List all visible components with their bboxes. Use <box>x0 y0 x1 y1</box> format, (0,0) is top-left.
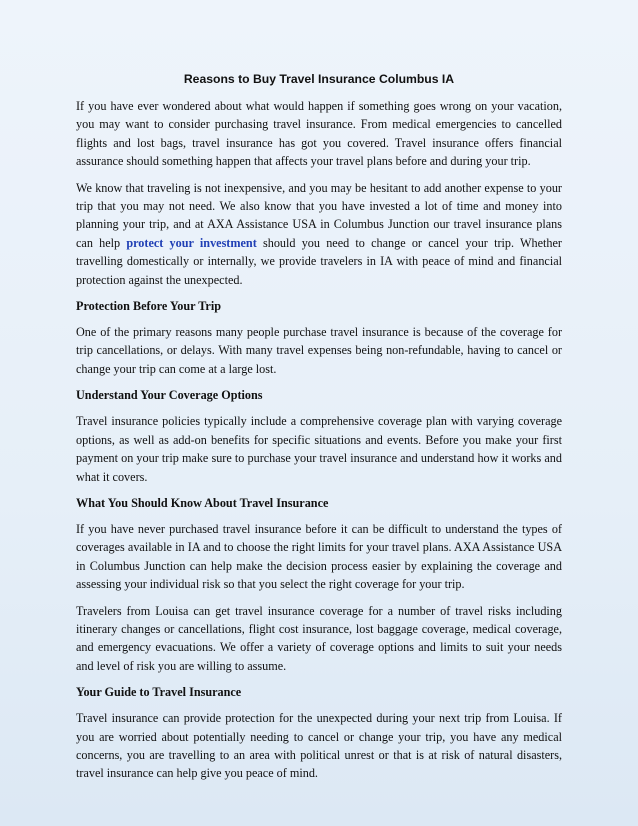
section-heading-protection: Protection Before Your Trip <box>76 299 221 314</box>
investment-paragraph-text-after: should you need to change or cancel your trip. Whether travelling domestically or internally, we provide travelers in IA with peace of mind and financial protection against the unexpected. <box>76 235 562 287</box>
section-paragraph-guide: Travel insurance can provide protection for the unexpected during your next trip from Louisa. If you are worried about potentially needing to cancel or change your trip, you have any medical concerns, you are travelling to an area with political unrest or that is at risk of natural disasters, travel insurance can help give you peace of mind. <box>76 711 562 781</box>
section-paragraph-protection: One of the primary reasons many people purchase travel insurance is because of the coverage for trip cancellations, or delays. With many travel expenses being non-refundable, having to cancel or change your trip can come at a large lost. <box>76 325 562 376</box>
section-heading-guide: Your Guide to Travel Insurance <box>76 685 242 700</box>
section-paragraph-what-to-know-2: Travelers from Louisa can get travel insurance coverage for a number of travel risks including itinerary changes or cancellations, flight cost insurance, lost baggage coverage, medical coverage, and emergency evacuations. We offer a variety of coverage options and limits to suit your needs and level of risk you are willing to assume. <box>76 603 562 673</box>
document-title: Reasons to Buy Travel Insurance Columbus IA <box>183 72 455 86</box>
section-paragraph-coverage-options: Travel insurance policies typically include a comprehensive coverage plan with varying coverage options, as well as add-on benefits for specific situations and events. Before you make your first payment on your trip make sure to purchase your travel insurance and understand how it works and what it covers. <box>76 414 562 484</box>
section-paragraph-what-to-know-1: If you have never purchased travel insurance before it can be difficult to understand the types of coverages available in IA and to choose the right limits for your travel plans. AXA Assistance USA in Columbus Junction can help make the decision process easier by explaining the coverage and assessing your individual risk so that you select the right coverage for your trip. <box>76 521 562 592</box>
section-heading-coverage-options: Understand Your Coverage Options <box>76 388 263 403</box>
investment-paragraph <box>76 179 562 289</box>
investment-paragraph-text-before: We know that traveling is not inexpensive, and you may be hesitant to add another expense to your trip that you may not need. We also know that you have invested a lot of time and money into planning your trip, and at AXA Assistance USA in Columbus Junction our travel insurance plans can help <box>76 180 562 250</box>
intro-paragraph: If you have ever wondered about what would happen if something goes wrong on your vacation, you may want to consider purchasing travel insurance. From medical emergencies to cancelled flights and lost bags, travel insurance has got you covered. Travel insurance offers financial assurance should something happen that affects your travel plans before and during your trip. <box>76 99 562 169</box>
protect-investment-link[interactable]: protect your investment <box>126 235 257 250</box>
section-heading-what-to-know: What You Should Know About Travel Insurance <box>76 495 329 510</box>
